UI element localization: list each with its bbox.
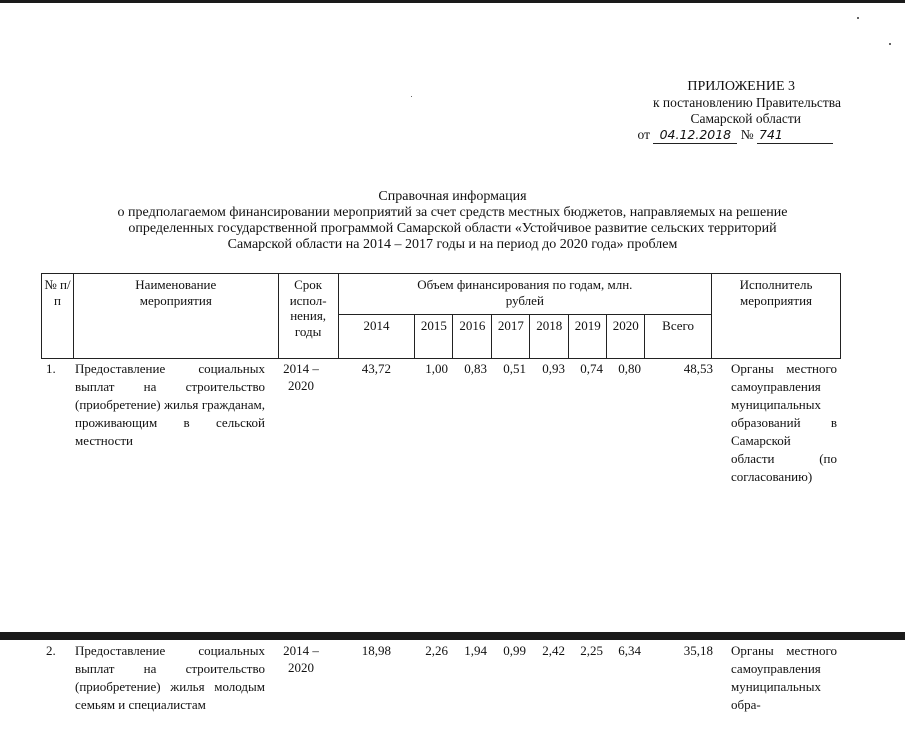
scan-speck	[411, 96, 412, 97]
appendix-block	[581, 79, 841, 144]
header-num: № п/п	[42, 274, 74, 359]
funding-table	[41, 273, 841, 359]
value-2015: 2,26	[425, 643, 448, 658]
header-executor: Исполнитель мероприятия	[712, 274, 841, 359]
scan-border-top	[0, 0, 905, 3]
value-2018: 2,42	[542, 643, 565, 658]
header-name: Наименование мероприятия	[73, 274, 278, 359]
value-2016: 1,94	[464, 643, 487, 658]
header-term: Срок испол-нения, годы	[278, 274, 338, 359]
title-line-4: Самарской области на 2014 – 2017 годы и на период до 2020 года» проблем	[227, 237, 678, 252]
header-funding: Объем финансирования по годам, млн. рублей	[338, 274, 711, 315]
value-2016: 0,83	[464, 361, 487, 376]
title-line-2: о предполагаемом финансировании мероприятий за счет средств местных бюджетов, направляемых на решение	[117, 205, 788, 220]
scan-speck	[889, 43, 891, 45]
header-year-2014: 2014	[338, 315, 415, 359]
title-line-1: Справочная информация	[378, 189, 527, 204]
title-line-3: определенных государственной программой Самарской области «Устойчивое развитие сельских территорий	[128, 221, 777, 236]
handwritten-date: 04.12.2018	[653, 127, 737, 144]
value-2017: 0,99	[503, 643, 526, 658]
table-body	[41, 360, 841, 732]
appendix-line2: к постановлению Правительства	[652, 95, 841, 110]
row-name: Предоставление социальных выплат на строительство (приобретение) жилья гражданам, проживающим в сельской местности	[75, 361, 265, 448]
row-executor: Органы местного самоуправления муниципальных образований в Самарской области (по согласованию)	[731, 361, 837, 484]
value-2020: 6,34	[618, 643, 641, 658]
header-year-2017: 2017	[492, 315, 530, 359]
row-executor: Органы местного самоуправления муниципальных обра-	[731, 643, 837, 712]
value-total: 35,18	[683, 643, 713, 658]
table-row	[41, 360, 841, 500]
value-2015: 1,00	[425, 361, 448, 376]
value-2019: 0,74	[580, 361, 603, 376]
value-2014: 43,72	[361, 361, 391, 376]
header-year-2018: 2018	[530, 315, 569, 359]
value-total: 48,53	[683, 361, 713, 376]
value-2014: 18,98	[361, 643, 391, 658]
header-year-2019: 2019	[569, 315, 607, 359]
number-label: №	[740, 127, 754, 142]
document-title	[60, 189, 845, 253]
value-2017: 0,51	[503, 361, 526, 376]
row-name: Предоставление социальных выплат на строительство (приобретение) жилья молодым семьям и специалистам	[75, 643, 265, 712]
appendix-line3: Самарской области	[690, 111, 801, 126]
appendix-title: ПРИЛОЖЕНИЕ 3	[687, 79, 795, 94]
handwritten-number: 741	[757, 127, 833, 144]
header-year-2020: 2020	[607, 315, 645, 359]
header-year-2016: 2016	[453, 315, 492, 359]
row-term: 2014 – 2020	[283, 361, 319, 393]
appendix-date-line	[581, 127, 841, 144]
row-num: 1.	[46, 361, 56, 376]
scan-speck	[857, 17, 859, 19]
row-term: 2014 – 2020	[283, 643, 319, 675]
table-row	[41, 642, 841, 732]
row-num: 2.	[46, 643, 56, 658]
from-label: от	[637, 127, 650, 142]
value-2018: 0,93	[542, 361, 565, 376]
value-2019: 2,25	[580, 643, 603, 658]
value-2020: 0,80	[618, 361, 641, 376]
header-year-2015: 2015	[415, 315, 453, 359]
header-total: Всего	[645, 315, 712, 359]
